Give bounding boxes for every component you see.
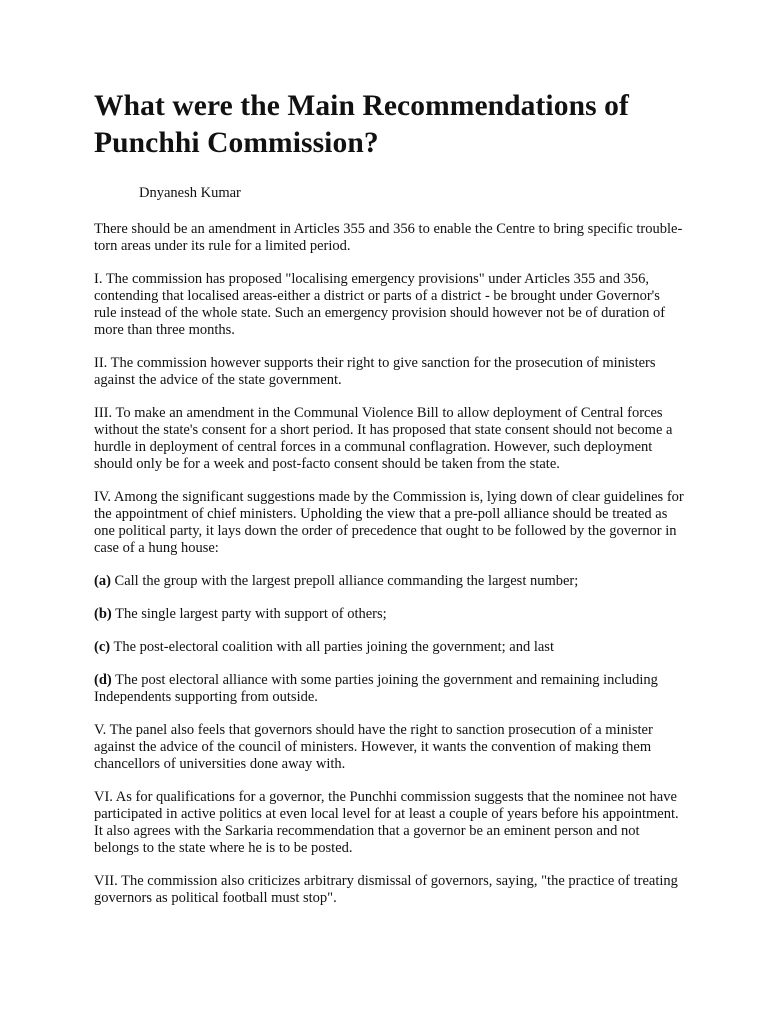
paragraph-intro: [94, 221, 684, 255]
paragraph-iv: [94, 489, 684, 557]
list-item-d: [94, 672, 684, 706]
list-item-text: The post-electoral coalition with all parties joining the government; and last: [110, 639, 554, 655]
list-item-c: [94, 639, 684, 656]
list-marker: (c): [94, 639, 111, 655]
author-name: Dnyanesh Kumar: [139, 185, 241, 201]
paragraph-text: There should be an amendment in Articles 355 and 356 to enable the Centre to bring specific trouble- torn areas under its rule for a limited period.: [94, 221, 683, 254]
paragraph-v: [94, 722, 684, 773]
document-title: What were the Main Recommendations of Punchhi Commission?: [94, 90, 629, 159]
document-page: [94, 88, 684, 923]
paragraph-text: VI. As for qualifications for a governor, the Punchhi commission suggests that the nominee not have participated in active politics at even local level for at least a couple of years before his appointment. It also agrees with the Sarkaria recommendation that a governor be an eminent person and not belongs to the state where he is to be posted.: [94, 789, 679, 856]
paragraph-ii: [94, 355, 684, 389]
list-item-text: The post electoral alliance with some parties joining the government and remaining including Independents supporting from outside.: [94, 672, 658, 705]
paragraph-vi: [94, 789, 684, 857]
paragraph-text: I. The commission has proposed "localising emergency provisions" under Articles 355 and 356, contending that localised areas-either a district or parts of a district - be brought under Governor's rule instead of the whole state. Such an emergency provision should however not be of duration of more than three months.: [94, 271, 666, 338]
paragraph-text: V. The panel also feels that governors should have the right to sanction prosecution of a minister against the advice of the council of ministers. However, it wants the convention of making them chancellors of universities done away with.: [94, 722, 653, 772]
paragraph-iii: [94, 405, 684, 473]
paragraph-text: VII. The commission also criticizes arbitrary dismissal of governors, saying, "the practice of treating governors as political football must stop".: [94, 873, 678, 906]
list-item-text: The single largest party with support of others;: [111, 606, 387, 622]
list-marker: (a): [94, 573, 111, 589]
paragraph-text: II. The commission however supports their right to give sanction for the prosecution of ministers against the advice of the state government.: [94, 355, 656, 388]
paragraph-text: III. To make an amendment in the Communal Violence Bill to allow deployment of Central forces without the state's consent for a short period. It has proposed that state consent should not become a hurdle in deployment of central forces in a communal conflagration. However, such deployment should only be for a week and post-facto consent should be taken from the state.: [94, 405, 673, 472]
list-item-b: [94, 606, 684, 623]
list-marker: (b): [94, 606, 112, 622]
paragraph-i: [94, 271, 684, 339]
paragraph-text: IV. Among the significant suggestions made by the Commission is, lying down of clear guidelines for the appointment of chief ministers. Upholding the view that a pre-poll alliance should be treated as one political party, it lays down the order of precedence that ought to be followed by the governor in case of a hung house:: [94, 489, 684, 556]
list-marker: (d): [94, 672, 112, 688]
paragraph-vii: [94, 873, 684, 907]
list-item-a: [94, 573, 684, 590]
list-item-text: Call the group with the largest prepoll alliance commanding the largest number;: [110, 573, 579, 589]
